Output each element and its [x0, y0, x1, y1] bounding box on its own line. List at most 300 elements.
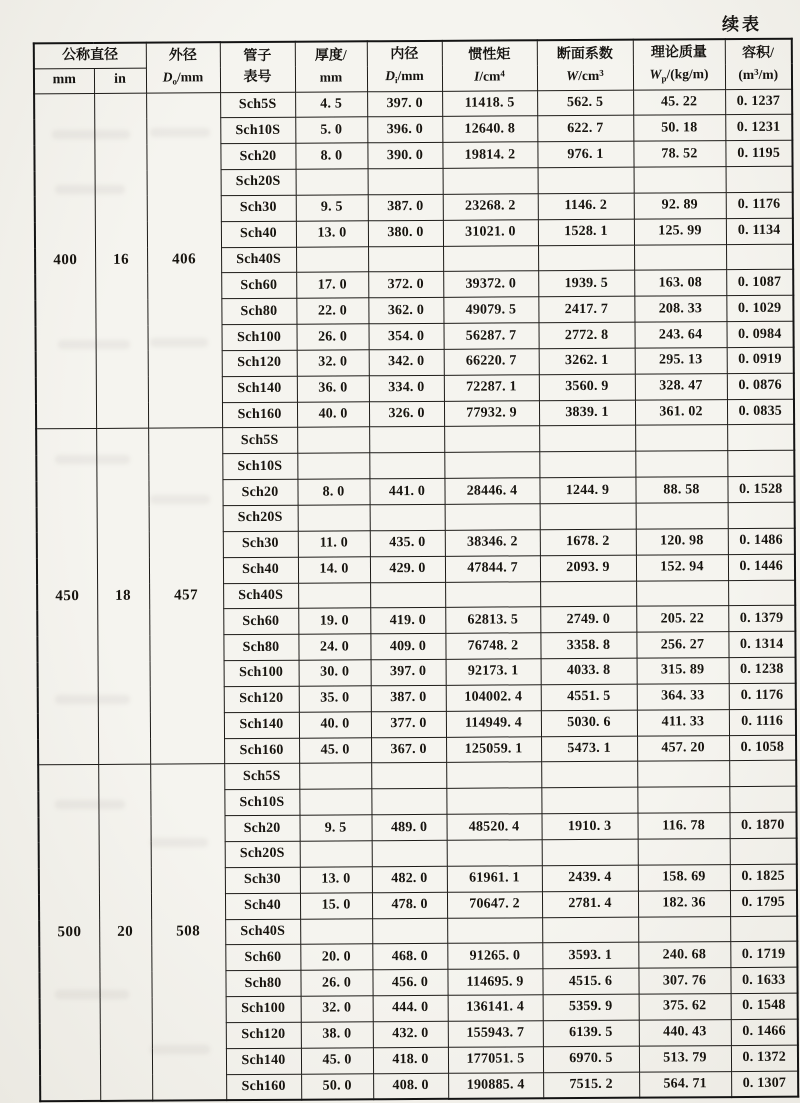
mass-cell: 328. 47 [635, 373, 727, 399]
inertia-cell: 61961. 1 [447, 866, 542, 892]
inertia-cell: 19814. 2 [442, 142, 537, 168]
thickness-cell [299, 763, 371, 789]
inertia-cell: 76748. 2 [445, 633, 540, 659]
schedule-cell: Sch10S [224, 789, 299, 815]
schedule-cell: Sch20 [224, 815, 299, 841]
mass-cell: 513. 79 [639, 1045, 731, 1071]
header-inertia-name: 惯性矩 [468, 47, 511, 63]
thickness-cell: 40. 0 [297, 401, 369, 427]
schedule-cell: Sch10S [220, 118, 295, 144]
volume-cell: 0. 1528 [727, 476, 794, 502]
inertia-cell: 70647. 2 [447, 891, 542, 917]
inner-diameter-cell: 429. 0 [370, 556, 445, 582]
header-row-1 [34, 39, 792, 69]
section-modulus-cell: 2417. 7 [538, 296, 634, 322]
mass-cell: 78. 52 [633, 141, 725, 167]
thickness-cell: 5. 0 [295, 117, 367, 143]
thickness-cell: 36. 0 [297, 376, 369, 402]
thickness-cell: 30. 0 [299, 660, 371, 686]
section-modulus-cell [539, 451, 635, 477]
volume-cell: 0. 1633 [730, 967, 797, 993]
mass-cell: 88. 58 [635, 477, 727, 503]
thickness-cell: 20. 0 [300, 944, 372, 970]
header-inner-diameter [367, 41, 442, 91]
volume-cell: 0. 1029 [726, 295, 793, 321]
inertia-cell: 72287. 1 [444, 375, 539, 401]
volume-cell [730, 838, 797, 864]
section-modulus-cell [542, 839, 638, 865]
inertia-cell [447, 840, 542, 866]
schedule-cell: Sch60 [225, 945, 300, 971]
section-modulus-cell: 3358. 8 [540, 632, 636, 658]
mass-cell [635, 451, 727, 477]
section-modulus-cell: 5473. 1 [541, 736, 637, 762]
inertia-cell [447, 917, 542, 943]
inertia-cell: 39372. 0 [443, 271, 538, 297]
mass-cell [638, 839, 730, 865]
inertia-cell [445, 504, 540, 530]
inertia-cell: 190885. 4 [448, 1072, 543, 1098]
outer-diameter-value: 508 [150, 764, 226, 1100]
inner-diameter-cell: 482. 0 [372, 866, 447, 892]
mass-cell [636, 580, 728, 606]
inertia-cell: 28446. 4 [444, 478, 539, 504]
inner-diameter-cell: 435. 0 [370, 530, 445, 556]
inertia-cell: 49079. 5 [443, 297, 538, 323]
mass-cell [637, 787, 729, 813]
inner-diameter-cell [371, 763, 446, 789]
mass-cell: 361. 02 [635, 399, 727, 425]
volume-cell: 0. 1795 [730, 890, 797, 916]
mass-cell: 45. 22 [633, 89, 725, 115]
header-thickness-line2: mm [319, 69, 343, 85]
outer-diameter-value: 406 [146, 92, 222, 428]
section-modulus-cell: 2781. 4 [542, 891, 638, 917]
volume-cell: 0. 1134 [726, 218, 793, 244]
thickness-cell [300, 918, 372, 944]
thickness-cell: 4. 5 [295, 91, 367, 117]
section-modulus-cell: 562. 5 [537, 90, 633, 116]
inner-diameter-cell: 456. 0 [372, 970, 447, 996]
inertia-cell: 77932. 9 [444, 400, 539, 426]
inner-diameter-cell: 408. 0 [373, 1073, 448, 1099]
inertia-cell: 66220. 7 [444, 349, 539, 375]
mass-cell: 243. 64 [634, 322, 726, 348]
section-modulus-cell: 1528. 1 [538, 219, 634, 245]
mass-cell [638, 916, 730, 942]
section-modulus-cell: 3593. 1 [542, 942, 638, 968]
thickness-cell: 32. 0 [301, 996, 373, 1022]
inner-diameter-cell: 387. 0 [371, 685, 446, 711]
volume-cell [727, 425, 794, 451]
volume-cell [729, 786, 796, 812]
nominal-mm-value: 450 [36, 429, 98, 765]
volume-cell: 0. 1176 [726, 192, 793, 218]
inner-diameter-cell: 342. 0 [369, 349, 444, 375]
volume-cell: 0. 0835 [727, 399, 794, 425]
schedule-cell: Sch40 [221, 221, 296, 247]
volume-cell: 0. 1195 [725, 140, 792, 166]
inertia-cell [444, 452, 539, 478]
section-modulus-cell: 2772. 8 [538, 322, 634, 348]
mass-cell: 457. 20 [637, 735, 729, 761]
section-modulus-cell: 3839. 1 [539, 400, 635, 426]
header-volume [725, 39, 792, 89]
header-volume-symbol: $(m^3/m)$ [738, 66, 779, 82]
schedule-cell: Sch5S [222, 428, 297, 454]
volume-cell: 0. 0876 [727, 373, 794, 399]
thickness-cell: 45. 0 [299, 737, 371, 763]
section-modulus-cell: 1244. 9 [539, 477, 635, 503]
thickness-cell: 45. 0 [301, 1047, 373, 1073]
thickness-cell: 15. 0 [300, 892, 372, 918]
mass-cell: 208. 33 [634, 296, 726, 322]
inner-diameter-cell [372, 918, 447, 944]
table-header [34, 39, 792, 94]
section-modulus-cell: 4033. 8 [541, 658, 637, 684]
nominal-in-value: 20 [98, 765, 152, 1101]
inner-diameter-cell: 396. 0 [367, 117, 442, 143]
inertia-cell [443, 168, 538, 194]
header-volume-name: 容积/ [742, 45, 775, 61]
thickness-cell: 14. 0 [298, 556, 370, 582]
volume-cell: 0. 1058 [729, 735, 796, 761]
inner-diameter-cell: 397. 0 [367, 91, 442, 117]
inner-diameter-cell: 468. 0 [372, 944, 447, 970]
section-modulus-cell [540, 581, 636, 607]
inner-diameter-cell [370, 582, 445, 608]
thickness-cell: 26. 0 [296, 324, 368, 350]
inertia-cell: 38346. 2 [445, 530, 540, 556]
schedule-cell: Sch80 [221, 298, 296, 324]
volume-cell: 0. 1486 [728, 528, 795, 554]
thickness-cell [299, 789, 371, 815]
inertia-cell: 11418. 5 [442, 90, 537, 116]
volume-cell: 0. 1307 [731, 1071, 798, 1097]
volume-cell: 0. 1446 [728, 554, 795, 580]
volume-cell [727, 450, 794, 476]
mass-cell: 364. 33 [637, 683, 729, 709]
mass-cell: 158. 69 [638, 864, 730, 890]
inner-diameter-cell: 334. 0 [369, 375, 444, 401]
schedule-cell: Sch30 [225, 867, 300, 893]
schedule-cell: Sch140 [224, 712, 299, 738]
inner-diameter-cell [371, 789, 446, 815]
thickness-cell: 50. 0 [301, 1073, 373, 1099]
volume-cell: 0. 1548 [731, 993, 798, 1019]
mass-cell: 50. 18 [633, 115, 725, 141]
inner-diameter-cell: 419. 0 [370, 608, 445, 634]
volume-cell: 0. 1825 [730, 864, 797, 890]
schedule-cell: Sch60 [223, 609, 298, 635]
section-modulus-cell: 5030. 6 [541, 710, 637, 736]
volume-cell [726, 166, 793, 192]
inner-diameter-cell: 390. 0 [367, 143, 442, 169]
schedule-cell: Sch40S [221, 247, 296, 273]
schedule-cell: Sch20 [222, 479, 297, 505]
header-section-modulus [537, 40, 633, 91]
outer-diameter-value: 457 [148, 428, 224, 764]
schedule-cell: Sch5S [220, 92, 295, 118]
section-modulus-cell: 2093. 9 [540, 555, 636, 581]
section-modulus-cell: 1146. 2 [538, 193, 634, 219]
inner-diameter-cell: 409. 0 [370, 634, 445, 660]
section-modulus-cell: 4515. 6 [542, 968, 638, 994]
volume-cell [728, 580, 795, 606]
schedule-cell: Sch40S [225, 919, 300, 945]
inertia-cell [444, 426, 539, 452]
schedule-cell: Sch30 [221, 195, 296, 221]
table-body [34, 89, 798, 1102]
inertia-cell: 91265. 0 [447, 943, 542, 969]
header-unit-in: in [94, 68, 146, 93]
continued-table-label: 续表 [722, 15, 762, 34]
mass-cell: 564. 71 [639, 1071, 731, 1097]
header-thickness [295, 41, 367, 91]
mass-cell: 295. 13 [635, 348, 727, 374]
schedule-cell: Sch20S [223, 505, 298, 531]
inner-diameter-cell: 387. 0 [368, 194, 443, 220]
schedule-cell: Sch40 [223, 557, 298, 583]
mass-cell: 182. 36 [638, 890, 730, 916]
inner-diameter-cell: 372. 0 [368, 272, 443, 298]
volume-cell: 0. 1231 [725, 115, 792, 141]
inner-diameter-cell [368, 246, 443, 272]
mass-cell [634, 244, 726, 270]
volume-cell: 0. 1719 [730, 942, 797, 968]
mass-cell: 120. 98 [636, 528, 728, 554]
section-modulus-cell: 7515. 2 [543, 1072, 639, 1098]
inner-diameter-cell: 478. 0 [372, 892, 447, 918]
thickness-cell: 19. 0 [298, 608, 370, 634]
inner-diameter-cell: 489. 0 [371, 814, 446, 840]
schedule-cell: Sch120 [226, 1022, 301, 1048]
section-modulus-cell: 1678. 2 [540, 529, 636, 555]
header-schedule [220, 42, 295, 92]
inertia-cell [446, 762, 541, 788]
thickness-cell: 11. 0 [298, 531, 370, 557]
inertia-cell: 23268. 2 [443, 194, 538, 220]
volume-cell [726, 244, 793, 270]
schedule-cell: Sch40S [223, 583, 298, 609]
nominal-mm-value: 400 [34, 93, 96, 429]
schedule-cell: Sch20S [225, 841, 300, 867]
thickness-cell: 24. 0 [298, 634, 370, 660]
inner-diameter-cell [372, 840, 447, 866]
section-modulus-cell: 976. 1 [537, 141, 633, 167]
thickness-cell: 35. 0 [299, 686, 371, 712]
thickness-cell [296, 169, 368, 195]
inner-diameter-cell [368, 168, 443, 194]
inertia-cell: 62813. 5 [445, 607, 540, 633]
schedule-cell: Sch20S [221, 169, 296, 195]
thickness-cell [298, 505, 370, 531]
header-outer-diameter [146, 42, 220, 92]
header-mass [633, 39, 725, 90]
schedule-cell: Sch100 [226, 996, 301, 1022]
mass-cell: 240. 68 [638, 942, 730, 968]
inner-diameter-cell: 362. 0 [368, 298, 443, 324]
header-inertia [442, 40, 537, 91]
thickness-cell: 13. 0 [296, 221, 368, 247]
inertia-cell: 47844. 7 [445, 555, 540, 581]
section-modulus-cell: 2439. 4 [542, 865, 638, 891]
schedule-cell: Sch5S [224, 764, 299, 790]
volume-cell: 0. 1379 [728, 606, 795, 632]
schedule-cell: Sch100 [221, 324, 296, 350]
thickness-cell: 40. 0 [299, 712, 371, 738]
thickness-cell: 8. 0 [297, 479, 369, 505]
header-mass-symbol: $W_p/(kg/m)$ [649, 66, 709, 84]
inertia-cell: 104002. 4 [446, 685, 541, 711]
mass-cell [636, 503, 728, 529]
thickness-cell: 22. 0 [296, 298, 368, 324]
thickness-cell [300, 841, 372, 867]
schedule-cell: Sch160 [224, 738, 299, 764]
volume-cell: 0. 1087 [726, 270, 793, 296]
volume-cell: 0. 1372 [731, 1045, 798, 1071]
section-modulus-cell [542, 917, 638, 943]
inner-diameter-cell [369, 427, 444, 453]
schedule-cell: Sch160 [222, 402, 297, 428]
mass-cell: 205. 22 [636, 606, 728, 632]
thickness-cell: 9. 5 [296, 195, 368, 221]
schedule-cell: Sch120 [222, 350, 297, 376]
header-nominal-diameter: 公称直径 [34, 43, 146, 69]
inertia-cell: 136141. 4 [448, 995, 543, 1021]
header-inertia-symbol: $I/cm^4$ [474, 68, 505, 84]
volume-cell [730, 916, 797, 942]
thickness-cell: 32. 0 [297, 350, 369, 376]
schedule-cell: Sch160 [226, 1074, 301, 1100]
pipe-dimensions-table [33, 38, 799, 1103]
thickness-cell [298, 582, 370, 608]
section-modulus-cell [539, 426, 635, 452]
thickness-cell [297, 453, 369, 479]
inertia-cell: 114949. 4 [446, 710, 541, 736]
volume-cell: 0. 0984 [726, 321, 793, 347]
inner-diameter-cell [369, 453, 444, 479]
schedule-cell: Sch40 [225, 893, 300, 919]
mass-cell: 315. 89 [637, 658, 729, 684]
mass-cell: 307. 76 [638, 968, 730, 994]
schedule-cell: Sch30 [223, 531, 298, 557]
inertia-cell: 31021. 0 [443, 219, 538, 245]
inertia-cell: 48520. 4 [446, 814, 541, 840]
inner-diameter-cell: 354. 0 [368, 323, 443, 349]
inner-diameter-cell: 441. 0 [369, 478, 444, 504]
schedule-cell: Sch80 [225, 970, 300, 996]
section-modulus-cell: 3560. 9 [539, 374, 635, 400]
inner-diameter-cell: 397. 0 [371, 659, 446, 685]
thickness-cell: 9. 5 [299, 815, 371, 841]
schedule-cell: Sch120 [224, 686, 299, 712]
mass-cell: 375. 62 [639, 994, 731, 1020]
mass-cell: 152. 94 [636, 554, 728, 580]
schedule-cell: Sch20 [220, 143, 295, 169]
inner-diameter-cell: 380. 0 [368, 220, 443, 246]
section-modulus-cell [540, 503, 636, 529]
section-modulus-cell [538, 245, 634, 271]
schedule-cell: Sch140 [226, 1048, 301, 1074]
section-modulus-cell: 1939. 5 [538, 271, 634, 297]
inner-diameter-cell: 377. 0 [371, 711, 446, 737]
thickness-cell: 13. 0 [300, 867, 372, 893]
mass-cell: 92. 89 [634, 192, 726, 218]
header-unit-mm: mm [34, 68, 94, 93]
mass-cell: 163. 08 [634, 270, 726, 296]
inner-diameter-cell [370, 504, 445, 530]
schedule-cell: Sch60 [221, 273, 296, 299]
header-mass-name: 理论质量 [650, 45, 707, 61]
nominal-in-value: 16 [94, 93, 148, 429]
header-schedule-line2: 表号 [243, 70, 272, 86]
mass-cell [634, 167, 726, 193]
header-thickness-line1: 厚度/ [314, 48, 347, 64]
section-modulus-cell [541, 787, 637, 813]
header-outer-diameter-name: 外径 [168, 48, 197, 64]
inertia-cell: 155943. 7 [448, 1021, 543, 1047]
header-inner-diameter-name: 内径 [390, 47, 419, 63]
section-modulus-cell: 2749. 0 [540, 607, 636, 633]
volume-cell: 0. 1870 [729, 812, 796, 838]
section-modulus-cell: 5359. 9 [543, 994, 639, 1020]
header-section-modulus-symbol: $W/cm^3$ [566, 67, 604, 83]
section-modulus-cell: 4551. 5 [541, 684, 637, 710]
inertia-cell: 92173. 1 [446, 659, 541, 685]
schedule-cell: Sch140 [222, 376, 297, 402]
section-modulus-cell [538, 167, 634, 193]
schedule-cell: Sch80 [223, 634, 298, 660]
inertia-cell: 125059. 1 [446, 736, 541, 762]
volume-cell: 0. 1466 [731, 1019, 798, 1045]
mass-cell: 440. 43 [639, 1019, 731, 1045]
inertia-cell [445, 581, 540, 607]
mass-cell: 125. 99 [634, 218, 726, 244]
nominal-in-value: 18 [96, 429, 150, 765]
mass-cell [637, 761, 729, 787]
thickness-cell: 8. 0 [295, 143, 367, 169]
volume-cell [729, 761, 796, 787]
section-modulus-cell: 622. 7 [537, 116, 633, 142]
thickness-cell: 17. 0 [296, 272, 368, 298]
volume-cell: 0. 1176 [729, 683, 796, 709]
volume-cell: 0. 1116 [729, 709, 796, 735]
volume-cell [728, 502, 795, 528]
section-modulus-cell: 6139. 5 [543, 1020, 639, 1046]
schedule-cell: Sch10S [222, 454, 297, 480]
section-modulus-cell [541, 762, 637, 788]
inner-diameter-cell: 326. 0 [369, 401, 444, 427]
thickness-cell [297, 427, 369, 453]
inertia-cell: 114695. 9 [447, 969, 542, 995]
thickness-cell [296, 246, 368, 272]
nominal-mm-value: 500 [38, 765, 100, 1101]
inertia-cell: 12640. 8 [442, 116, 537, 142]
header-outer-diameter-symbol: $D_o/mm$ [162, 69, 204, 87]
inertia-cell: 56287. 7 [443, 323, 538, 349]
thickness-cell: 26. 0 [300, 970, 372, 996]
mass-cell: 411. 33 [637, 709, 729, 735]
schedule-cell: Sch100 [224, 660, 299, 686]
inertia-cell [446, 788, 541, 814]
inertia-cell [443, 245, 538, 271]
inner-diameter-cell: 444. 0 [373, 995, 448, 1021]
header-inner-diameter-symbol: $D_i/mm$ [385, 68, 424, 86]
mass-cell [635, 425, 727, 451]
mass-cell: 256. 27 [636, 632, 728, 658]
section-modulus-cell: 1910. 3 [541, 813, 637, 839]
